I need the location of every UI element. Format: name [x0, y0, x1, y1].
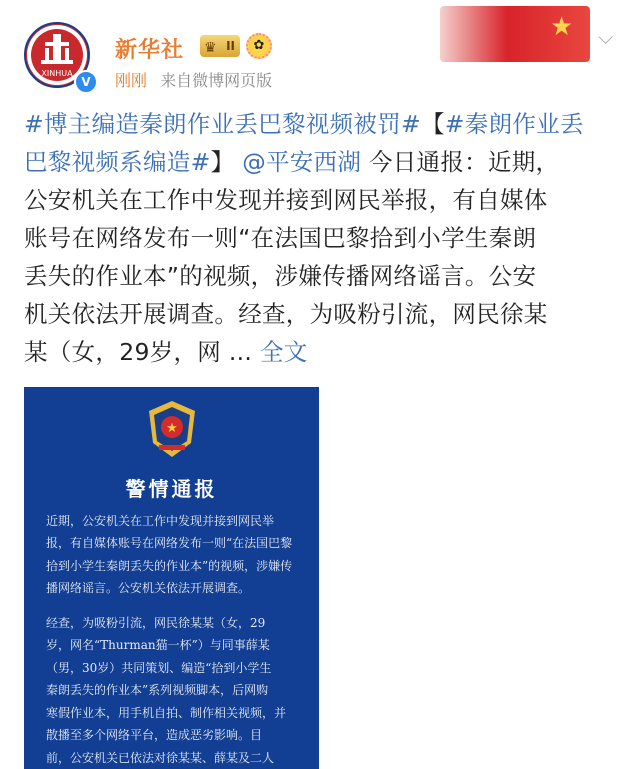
- vip-crown-badge: [200, 35, 240, 57]
- svg-text:★: ★: [166, 421, 178, 436]
- post-time: 刚刚: [115, 71, 148, 90]
- post-image[interactable]: [24, 387, 319, 769]
- fan-badge-icon: ✿: [246, 33, 272, 59]
- expand-full-text-link[interactable]: 全文: [259, 338, 308, 366]
- post-line-text: 今日通报：近期，: [361, 148, 560, 176]
- post-line-text: 某（女，29岁，网 ...: [24, 338, 260, 366]
- verified-icon: V: [74, 70, 98, 94]
- hashtag-link[interactable]: #博主编造秦朗作业丢巴黎视频被罚#: [24, 110, 421, 138]
- header-decoration-banner: [440, 6, 590, 62]
- post-line: [24, 333, 624, 371]
- post-line: 账号在网络发布一则“在法国巴黎拾到小学生秦朗: [24, 224, 537, 252]
- image-text-line: 经查，为吸粉引流，网民徐某某（女，29: [46, 616, 266, 630]
- post-line: [24, 143, 624, 181]
- post-line: 丢失的作业本”的视频，涉嫌传播网络谣言。公安: [24, 262, 537, 290]
- post-header: [0, 0, 640, 100]
- chevron-down-icon[interactable]: ⌵: [598, 25, 614, 49]
- bracket: 【: [420, 110, 445, 138]
- image-text-line: 散播至多个网络平台，造成恶劣影响。目: [46, 728, 263, 742]
- post-line: 公安机关在工作中发现并接到网民举报，有自媒体: [24, 186, 548, 214]
- image-text-line: 秦朗丢失的作业本”系列视频脚本，后网购: [46, 683, 269, 697]
- image-text-line: （男，30岁）共同策划、编造“拾到小学生: [46, 661, 272, 675]
- image-text-line: 播网络谣言。公安机关依法开展调查。: [46, 581, 251, 595]
- mention-link[interactable]: @平安西湖: [242, 148, 362, 176]
- image-title: 警情通报: [125, 477, 218, 501]
- image-text-line: 前，公安机关已依法对徐某某、薛某及二人: [46, 751, 275, 765]
- bracket: 】: [210, 148, 235, 176]
- post-meta: [115, 68, 272, 91]
- police-emblem-icon: [145, 399, 199, 459]
- post-source: 来自微博网页版: [160, 71, 273, 90]
- username[interactable]: 新华社: [115, 38, 185, 63]
- svg-text:XINHUA: XINHUA: [41, 69, 73, 78]
- post-line: 机关依法开展调查。经查，为吸粉引流，网民徐某: [24, 300, 548, 328]
- image-text-line: 近期，公安机关在工作中发现并接到网民举: [46, 514, 275, 528]
- post-text: [24, 105, 624, 371]
- crown-icon: ♛: [204, 40, 217, 56]
- image-text-line: 报，有自媒体账号在网络发布一则“在法国巴黎: [46, 536, 293, 550]
- image-text-line: 拾到小学生秦朗丢失的作业本”的视频，涉嫌传: [46, 559, 293, 573]
- image-text-line: 岁，网名“Thurman猫一杯”）与同事薛某: [46, 638, 270, 652]
- level-label: II: [226, 39, 235, 53]
- post-line: [24, 105, 624, 143]
- star-icon: ★: [550, 12, 574, 42]
- hashtag-link[interactable]: #秦朗作业丢: [444, 110, 584, 138]
- image-text-line: 寒假作业本，用手机自拍、制作相关视频，并: [46, 706, 287, 720]
- hashtag-link[interactable]: 巴黎视频系编造#: [24, 148, 211, 176]
